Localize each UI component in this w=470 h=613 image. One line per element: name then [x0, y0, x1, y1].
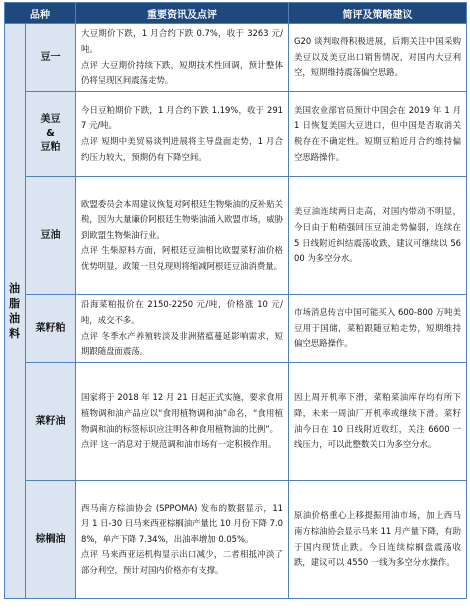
table-row	[5, 92, 467, 177]
product-name: 豆一	[40, 51, 61, 63]
news-cell	[76, 92, 289, 177]
header-advice: 简评及策略建议	[289, 3, 467, 24]
news-comment: 点评 马来西亚运机构显示出口减少，二者相抵冲淡了部分利空，预计对国内价格亦有支撑。	[81, 549, 283, 575]
advice-text: 因上周开机率下滑，菜粕菜油库存均有所下降，未来一周油厂开机率或继续下滑。菜籽油今日在 10 日线附近收红，关注 6600 一线压力，可以此整数关口为多空分水。	[294, 392, 461, 450]
news-text: 今日豆粕期价下跌，1 月合约下跌 1.19%，收于 2917 元/吨。	[81, 104, 283, 131]
table-row	[5, 481, 467, 599]
product-cell	[26, 363, 76, 481]
news-text: 西马南方棕油协会 (SPPOMA) 发布的数据显示，11 月 1 日-30 日马来西亚棕榈油产量比 10 月份下降 7.08%，单产下降 7.34%，出油率增加 0.05%。	[81, 502, 283, 544]
advice-cell	[289, 481, 467, 599]
advice-cell	[289, 92, 467, 177]
table-row	[5, 363, 467, 481]
report-table	[4, 2, 467, 599]
product-name: &	[46, 128, 55, 139]
news-text: 沿海菜粕报价在 2150-2250 元/吨，价格涨 10 元/吨，成交不多。	[81, 299, 283, 325]
advice-text: G20 谈判取得积极进展，后期关注中国采购美豆以及美豆出口销售情况，对国内大豆利空，短期维持震荡偏空思路。	[294, 36, 461, 78]
news-text: 大豆期价下跌，1 月合约下跌 0.7%，收于 3263 元/吨。	[81, 28, 283, 54]
news-cell	[76, 481, 289, 599]
sector-cell	[5, 24, 26, 599]
sector-char: 脂	[9, 297, 21, 310]
product-name: 豆粕	[40, 142, 61, 153]
table-row	[5, 177, 467, 295]
product-cell	[26, 481, 76, 599]
header-product: 品种	[5, 3, 76, 24]
header-news: 重要资讯及点评	[76, 3, 289, 24]
table-header-row	[5, 3, 467, 24]
advice-cell	[289, 177, 467, 295]
product-name: 豆油	[40, 229, 61, 241]
product-name: 棕榈油	[35, 533, 66, 545]
news-cell	[76, 177, 289, 295]
table-row	[5, 295, 467, 363]
product-cell	[26, 177, 76, 295]
sector-char: 料	[9, 327, 21, 340]
advice-cell	[289, 295, 467, 363]
advice-text: 原油价格重心上移提振用油市场，加上西马南方棕油协会显示马来 11 月产量下降，有助于国内现货止跌。今日连续棕榈盘震荡收跌，建议可以 4550 一线为多空分水操作。	[294, 510, 461, 568]
news-comment: 点评 大豆期价持续下跌，短期技术性回调，预计整体仍将呈现区间震荡走势。	[81, 59, 283, 86]
news-cell	[76, 363, 289, 481]
product-name: 菜籽油	[35, 415, 66, 427]
news-comment: 点评 冬季水产养殖转淡及非洲猪瘟蔓延影响需求，短期跟随盘面震荡。	[81, 330, 283, 357]
news-text: 国家将于 2018 年 12 月 21 日起正式实施，要求食用植物调和油产品应以“食用植物调和油”命名，“食用植物调和油的标签标识应注明各种食用植物油的比例”。	[81, 392, 283, 434]
product-name: 美豆	[40, 114, 61, 125]
advice-text: 美国农业部官员预计中国会在 2019 年 1 月 1 日恢复美国大豆进口，但中国是否取消关税存在不确定性。短期豆粕近月合约维持偏空思路操作。	[294, 104, 461, 162]
news-comment: 点评 生柴原料方面，阿根廷豆油相比欧盟菜籽油价格优势明显，政策一旦兑现则将缩减阿根廷豆油消费量。	[81, 245, 283, 271]
news-text: 欧盟委员会本周建议恢复对阿根廷生物柴油的反补贴关税，因为大量廉价阿根廷生物柴油涌入欧盟市场，威胁到欧盟生物柴油行业。	[81, 198, 283, 240]
advice-text: 市场消息传言中国可能买入 600-800 万吨美豆用于国储，菜粕跟随豆粕走势，短期维持偏空思路操作。	[294, 307, 461, 349]
product-cell	[26, 295, 76, 363]
sector-char: 油	[9, 312, 21, 325]
product-cell	[26, 92, 76, 177]
news-cell	[76, 24, 289, 92]
news-comment: 点评 这一消息对于规范调和油市场有一定积极作用。	[81, 439, 277, 450]
product-name: 菜籽粕	[35, 322, 66, 334]
advice-text: 美豆油连续两日走高，对国内带动不明显，今日由于粕稍强回压豆油走势偏弱，连续在 5 日线附近纠结震荡收跌，建议可继续以 5600 为多空分水。	[294, 206, 461, 264]
product-cell	[26, 24, 76, 92]
advice-cell	[289, 363, 467, 481]
sector-char: 油	[9, 282, 21, 295]
advice-cell	[289, 24, 467, 92]
news-cell	[76, 295, 289, 363]
table-row	[5, 24, 467, 92]
news-comment: 点评 短期中美贸易谈判进展将主导盘面走势，1 月合约压力较大，预期仍有下降空间。	[81, 136, 283, 162]
